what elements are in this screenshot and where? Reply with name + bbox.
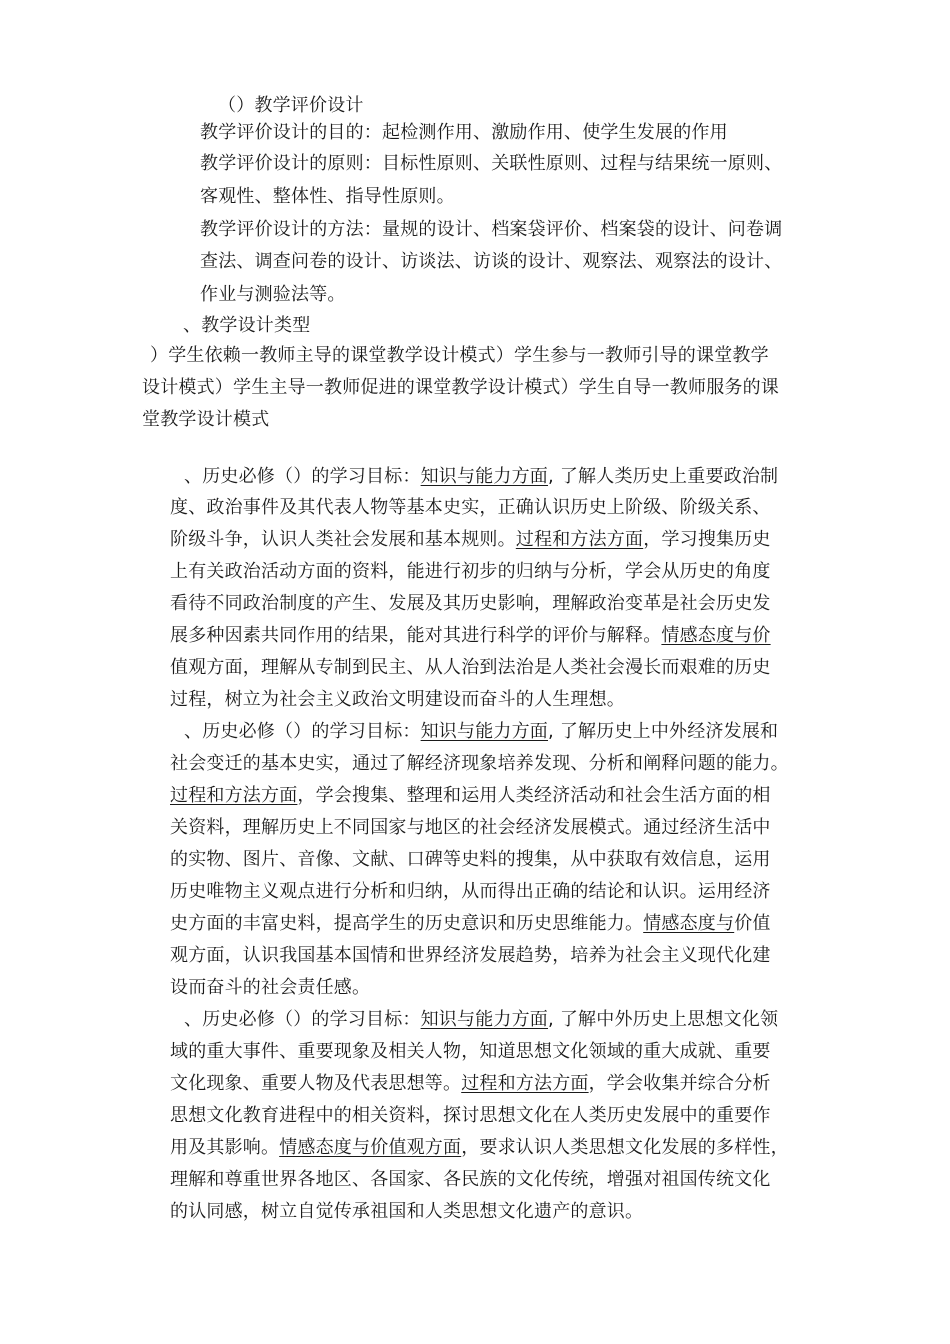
goal3-line: 的认同感，树立自觉传承祖国和人类思想文化遗产的意识。 xyxy=(170,1201,644,1222)
goal3-text: 文化现象、重要人物及代表思想等。 xyxy=(170,1073,462,1094)
goal2-line: 设而奋斗的社会责任感。 xyxy=(170,977,371,998)
goal2-line: 关资料，理解历史上不同国家与地区的社会经济发展模式。通过经济生活中 xyxy=(170,817,771,838)
goal3-text: ，学会收集并综合分析 xyxy=(588,1073,771,1094)
eval-heading: （）教学评价设计 xyxy=(218,95,364,116)
goal2-text: 史方面的丰富史料，提高学生的历史意识和历史思维能力。 xyxy=(170,913,644,934)
goal2-process-label: 过程和方法方面 xyxy=(170,785,298,806)
goal3-line xyxy=(184,1009,778,1031)
goal1-line xyxy=(184,466,778,488)
goal1-text: 阶级斗争，认识人类社会发展和基本规则。 xyxy=(170,529,516,550)
goal2-prefix: 、历史必修（）的学习目标： xyxy=(184,721,421,742)
types-line: 设计模式）学生主导一教师促进的课堂教学设计模式）学生自导一教师服务的课 xyxy=(142,377,779,398)
goal3-process-label: 过程和方法方面 xyxy=(461,1073,589,1094)
goal3-text: 用及其影响。 xyxy=(170,1137,280,1158)
eval-principle-line: 客观性、整体性、指导性原则。 xyxy=(200,186,455,207)
types-line: 堂教学设计模式 xyxy=(142,409,270,430)
goal1-text: , 了解人类历史上重要政治制 xyxy=(548,466,779,487)
eval-purpose: 教学评价设计的目的：起检测作用、激励作用、使学生发展的作用 xyxy=(200,122,728,143)
goal2-line: 社会变迁的基本史实，通过了解经济现象培养发现、分析和阐释问题的能力。 xyxy=(170,753,789,774)
goal1-line: 度、政治事件及其代表人物等基本史实，正确认识历史上阶级、阶级关系、 xyxy=(170,497,771,518)
goal1-prefix: 、历史必修（）的学习目标： xyxy=(184,466,421,487)
goal1-line: 值观方面，理解从专制到民主、从人治到法治是人类社会漫长而艰难的历史 xyxy=(170,657,771,678)
goal1-line: 上有关政治活动方面的资料，能进行初步的归纳与分析，学会从历史的角度 xyxy=(170,561,771,582)
goal1-line xyxy=(170,529,771,551)
goal3-prefix: 、历史必修（）的学习目标： xyxy=(184,1009,421,1030)
eval-method-line: 教学评价设计的方法：量规的设计、档案袋评价、档案袋的设计、问卷调 xyxy=(200,219,783,240)
goal3-line: 域的重大事件、重要现象及相关人物，知道思想文化领域的重大成就、重要 xyxy=(170,1041,771,1062)
goal3-text: , 了解中外历史上思想文化领 xyxy=(548,1009,779,1030)
goal3-line xyxy=(170,1073,771,1095)
eval-method-line: 作业与测验法等。 xyxy=(200,284,346,305)
goal2-emotion-label: 情感态度与 xyxy=(643,913,735,934)
goal3-text: ，要求认识人类思想文化发展的多样性， xyxy=(461,1137,789,1158)
goal1-emotion-label: 情感态度与价 xyxy=(661,625,771,646)
eval-method-line: 查法、调查问卷的设计、访谈法、访谈的设计、观察法、观察法的设计、 xyxy=(200,251,783,272)
types-line: ）学生依赖一教师主导的课堂教学设计模式）学生参与一教师引导的课堂教学 xyxy=(150,345,769,366)
goal2-knowledge-label: 知识与能力方面 xyxy=(420,721,549,742)
goal1-process-label: 过程和方法方面 xyxy=(515,529,644,550)
goal2-line xyxy=(170,913,771,935)
goal1-line: 看待不同政治制度的产生、发展及其历史影响，理解政治变革是社会历史发 xyxy=(170,593,771,614)
types-heading: 、教学设计类型 xyxy=(183,315,311,336)
goal2-line xyxy=(170,785,771,807)
goal3-line xyxy=(170,1137,789,1159)
goal1-line: 过程，树立为社会主义政治文明建设而奋斗的人生理想。 xyxy=(170,689,625,710)
goal3-emotion-label: 情感态度与价值观方面 xyxy=(279,1137,462,1158)
goal2-text: 价值 xyxy=(734,913,771,934)
goal1-text: 展多种因素共同作用的结果，能对其进行科学的评价与解释。 xyxy=(170,625,662,646)
eval-principle-line: 教学评价设计的原则：目标性原则、关联性原则、过程与结果统一原则、 xyxy=(200,153,783,174)
goal2-line: 历史唯物主义观点进行分析和归纳，从而得出正确的结论和认识。运用经济 xyxy=(170,881,771,902)
goal2-line xyxy=(184,721,778,743)
goal1-text: ，学习搜集历史 xyxy=(643,529,771,550)
goal3-line: 思想文化教育进程中的相关资料，探讨思想文化在人类历史发展中的重要作 xyxy=(170,1105,771,1126)
goal3-knowledge-label: 知识与能力方面 xyxy=(420,1009,549,1030)
goal1-line xyxy=(170,625,771,647)
goal2-text: , 了解历史上中外经济发展和 xyxy=(548,721,779,742)
goal2-text: ，学会搜集、整理和运用人类经济活动和社会生活方面的相 xyxy=(297,785,771,806)
goal1-knowledge-label: 知识与能力方面 xyxy=(420,466,549,487)
goal2-line: 观方面，认识我国基本国情和世界经济发展趋势，培养为社会主义现代化建 xyxy=(170,945,771,966)
goal3-line: 理解和尊重世界各地区、各国家、各民族的文化传统，增强对祖国传统文化 xyxy=(170,1169,771,1190)
goal2-line: 的实物、图片、音像、文献、口碑等史料的搜集，从中获取有效信息，运用 xyxy=(170,849,771,870)
